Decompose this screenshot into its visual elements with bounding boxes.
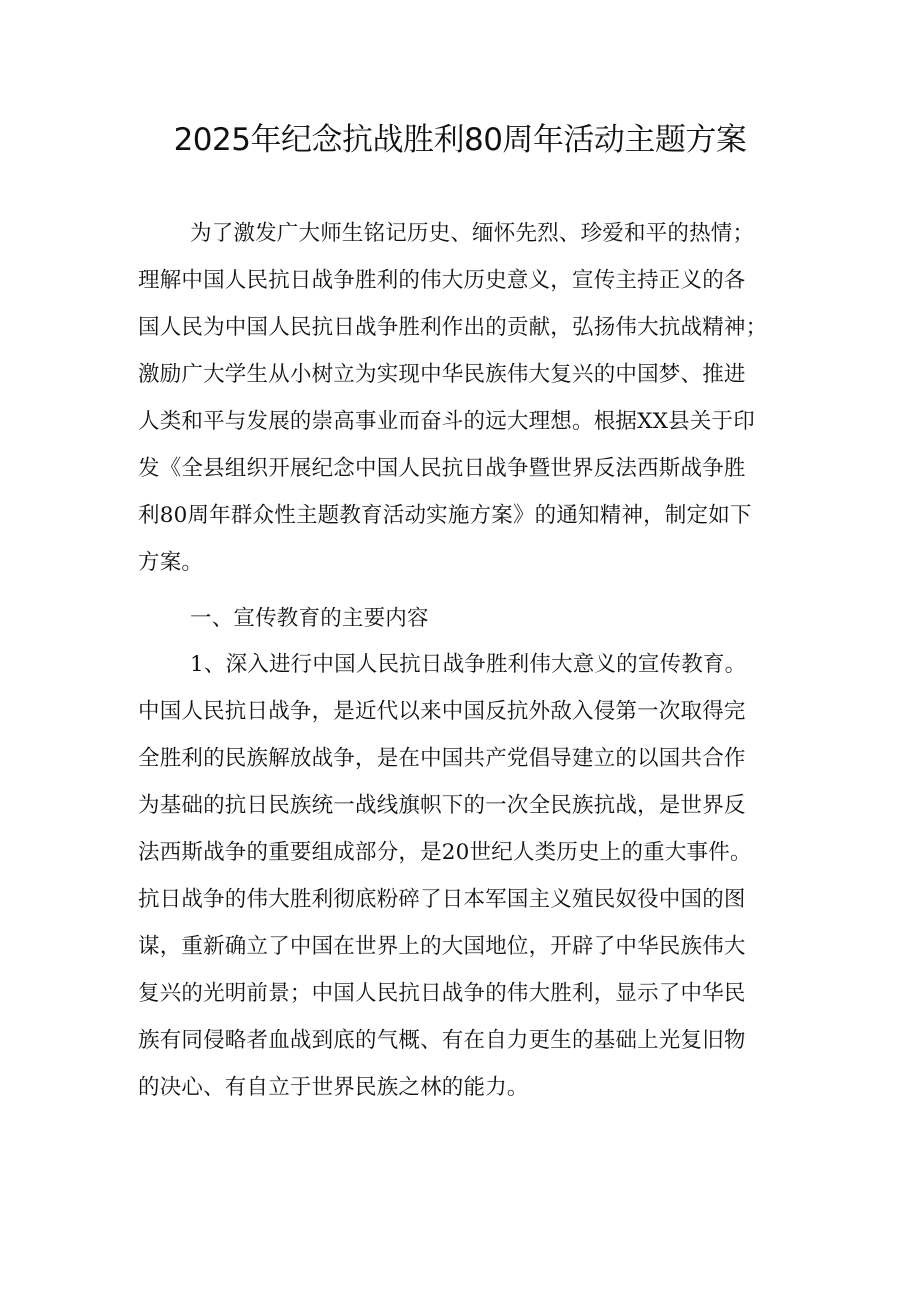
paragraph-line: 理解中国人民抗日战争胜利的伟大历史意义，宣传主持正义的各	[138, 268, 746, 293]
paragraph-line: 人类和平与发展的崇高事业而奋斗的远大理想。根据XX县关于印	[138, 409, 755, 434]
paragraph-line: 激励广大学生从小树立为实现中华民族伟大复兴的中国梦、推进	[138, 362, 746, 387]
paragraph-line: 法西斯战争的重要组成部分，是20世纪人类历史上的重大事件。	[138, 840, 752, 865]
paragraph-line: 国人民为中国人民抗日战争胜利作出的贡献，弘扬伟大抗战精神；	[138, 315, 768, 340]
section-heading: 一、宣传教育的主要内容	[190, 606, 429, 631]
paragraph-line: 为基础的抗日民族统一战线旗帜下的一次全民族抗战，是世界反	[138, 793, 746, 818]
paragraph-line: 方案。	[138, 550, 204, 575]
paragraph-line: 的决心、有自立于世界民族之林的能力。	[138, 1075, 529, 1100]
document-title: 2025年纪念抗战胜利80周年活动主题方案	[173, 122, 747, 158]
paragraph-line: 中国人民抗日战争，是近代以来中国反抗外敌入侵第一次取得完	[138, 699, 746, 724]
paragraph-line: 族有同侵略者血战到底的气概、有在自力更生的基础上光复旧物	[138, 1028, 746, 1053]
paragraph-line: 发《全县组织开展纪念中国人民抗日战争暨世界反法西斯战争胜	[138, 456, 746, 481]
paragraph-line: 利80周年群众性主题教育活动实施方案》的通知精神，制定如下	[138, 503, 752, 528]
paragraph-line: 为了激发广大师生铭记历史、缅怀先烈、珍爱和平的热情；	[190, 221, 755, 246]
paragraph-line: 谋，重新确立了中国在世界上的大国地位，开辟了中华民族伟大	[138, 934, 746, 959]
paragraph-line: 全胜利的民族解放战争，是在中国共产党倡导建立的以国共合作	[138, 746, 746, 771]
item-heading: 1、深入进行中国人民抗日战争胜利伟大意义的宣传教育。	[190, 652, 747, 677]
paragraph-line: 抗日战争的伟大胜利彻底粉碎了日本军国主义殖民奴役中国的图	[138, 887, 746, 912]
paragraph-line: 复兴的光明前景；中国人民抗日战争的伟大胜利，显示了中华民	[138, 981, 746, 1006]
